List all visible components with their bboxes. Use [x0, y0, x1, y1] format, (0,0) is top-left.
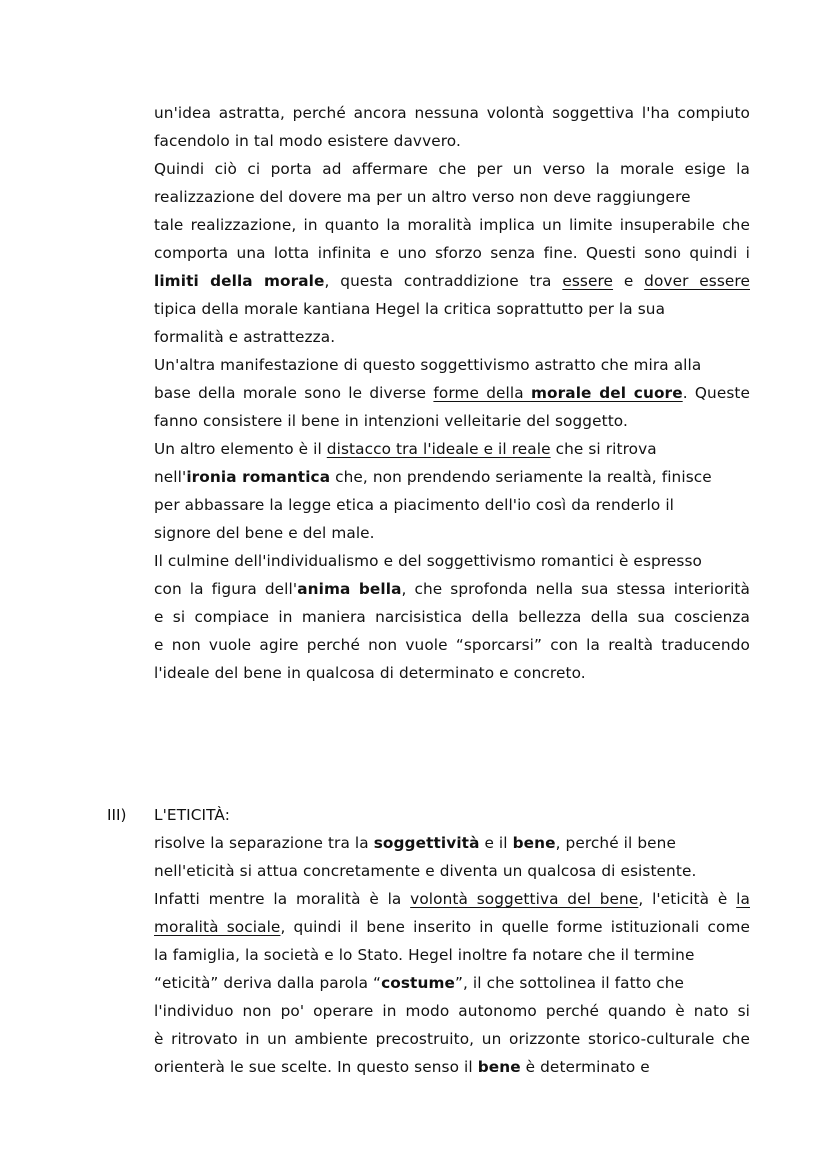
text-line: Infatti mentre la moralità è la volontà soggettiva del bene, l'eticità è la: [154, 890, 750, 908]
text-line: orienterà le sue scelte. In questo senso il bene è determinato e: [154, 1058, 650, 1076]
text-line: e si compiace in maniera narcisistica della bellezza della sua coscienza: [154, 608, 750, 626]
text-line: comporta una lotta infinita e uno sforzo senza fine. Questi sono quindi i: [154, 244, 750, 262]
text-line: l'ideale del bene in qualcosa di determinato e concreto.: [154, 664, 586, 682]
text-line: nell'ironia romantica che, non prendendo seriamente la realtà, finisce: [154, 468, 712, 486]
paragraph-block-morale: [154, 99, 750, 687]
underlined-term-dover-essere: dover essere: [644, 272, 750, 290]
underlined-term-essere: essere: [562, 272, 614, 290]
underlined-term-distacco: distacco tra l'ideale e il reale: [326, 440, 551, 458]
bold-term-bene: bene: [477, 1058, 521, 1076]
text-line: e non vuole agire perché non vuole “sporcarsi” con la realtà traducendo: [154, 636, 750, 654]
underlined-term-forme-della: forme della: [433, 384, 531, 402]
bold-term-morale-del-cuore: morale del cuore: [530, 384, 683, 402]
text-line: è ritrovato in un ambiente precostruito, un orizzonte storico-culturale che: [154, 1030, 750, 1048]
text-line: Il culmine dell'individualismo e del soggettivismo romantici è espresso: [154, 552, 702, 570]
text-line: “eticità” deriva dalla parola “costume”, il che sottolinea il fatto che: [154, 974, 685, 992]
section-number: III): [107, 806, 127, 824]
text-line: Un'altra manifestazione di questo soggettivismo astratto che mira alla: [154, 356, 702, 374]
bold-term-bene: bene: [512, 834, 556, 852]
text-line: limiti della morale, questa contraddizione tra essere e dover essere: [154, 272, 750, 290]
bold-term-ironia-romantica: ironia romantica: [186, 468, 331, 486]
bold-term-costume: costume: [381, 974, 455, 992]
bold-term-anima-bella: anima bella: [297, 580, 402, 598]
underlined-term-moralita-sociale: moralità sociale: [154, 918, 281, 936]
text-line: per abbassare la legge etica a piacimento dell'io così da renderlo il: [154, 496, 675, 514]
text-line: la famiglia, la società e lo Stato. Hegel inoltre fa notare che il termine: [154, 946, 695, 964]
text-line: signore del bene e del male.: [154, 524, 375, 542]
text-line: formalità e astrattezza.: [154, 328, 336, 346]
underlined-term-volonta-soggettiva: volontà soggettiva del bene: [410, 890, 639, 908]
paragraph-block-eticita: [154, 801, 750, 1081]
text-line: tipica della morale kantiana Hegel la critica soprattutto per la sua: [154, 300, 666, 318]
text-line: facendolo in tal modo esistere davvero.: [154, 132, 461, 150]
text-line: risolve la separazione tra la soggettività e il bene, perché il bene: [154, 834, 676, 852]
text-line: Un altro elemento è il distacco tra l'ideale e il reale che si ritrova: [154, 440, 657, 458]
bold-term-soggettivita: soggettività: [373, 834, 480, 852]
bold-term-limiti-della-morale: limiti della morale: [154, 272, 325, 290]
text-line: moralità sociale, quindi il bene inserito in quelle forme istituzionali come: [154, 918, 750, 936]
text-line: l'individuo non po' operare in modo autonomo perché quando è nato si: [154, 1002, 750, 1020]
text-line: tale realizzazione, in quanto la moralità implica un limite insuperabile che: [154, 216, 750, 234]
section-heading: L'ETICITÀ:: [154, 806, 230, 824]
text-line: fanno consistere il bene in intenzioni velleitarie del soggetto.: [154, 412, 628, 430]
text-line: realizzazione del dovere ma per un altro verso non deve raggiungere: [154, 188, 691, 206]
text-line: con la figura dell'anima bella, che sprofonda nella sua stessa interiorità: [154, 580, 750, 598]
text-line: nell'eticità si attua concretamente e diventa un qualcosa di esistente.: [154, 862, 697, 880]
underlined-term-la: la: [736, 890, 750, 908]
text-line: base della morale sono le diverse forme della morale del cuore. Queste: [154, 384, 751, 402]
text-line: un'idea astratta, perché ancora nessuna volontà soggettiva l'ha compiuto: [154, 104, 750, 122]
text-line: Quindi ciò ci porta ad affermare che per un verso la morale esige la: [154, 160, 750, 178]
